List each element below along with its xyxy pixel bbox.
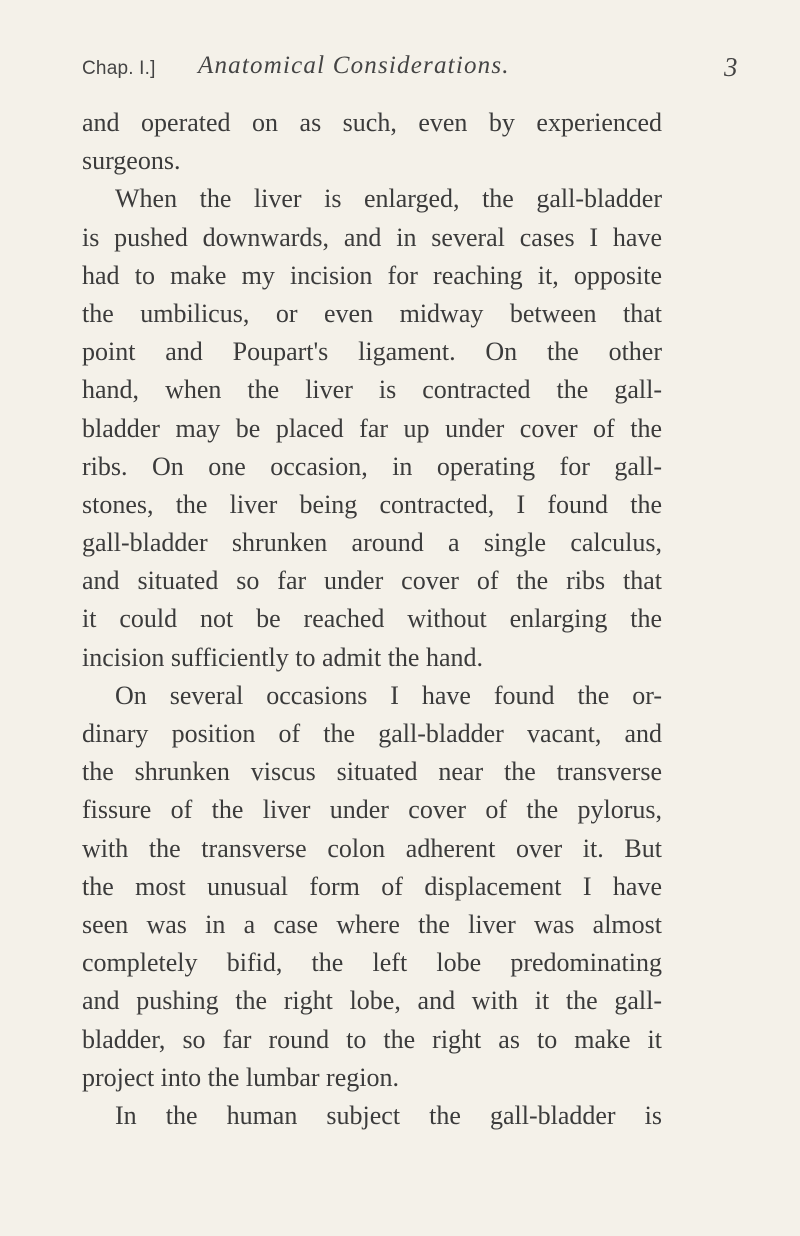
text-line: seen was in a case where the liver was almost xyxy=(82,909,662,939)
text-line: When the liver is enlarged, the gall-bladder xyxy=(115,184,662,214)
text-line: and operated on as such, even by experienced xyxy=(82,108,662,137)
text-line: the most unusual form of displacement I have xyxy=(82,871,662,901)
text-line: point and Poupart's ligament. On the other xyxy=(82,337,662,367)
text-line: the umbilicus, or even midway between that xyxy=(82,298,662,328)
running-title: Anatomical Considerations. xyxy=(198,52,510,79)
text-line: hand, when the liver is contracted the gall- xyxy=(82,375,662,405)
text-line: bladder, so far round to the right as to make it xyxy=(82,1024,662,1054)
text-line: the shrunken viscus situated near the transverse xyxy=(82,757,662,787)
text-line: and pushing the right lobe, and with it the gall- xyxy=(82,986,662,1016)
text-line: gall-bladder shrunken around a single calculus, xyxy=(82,528,662,558)
running-head xyxy=(82,52,738,92)
text-line: fissure of the liver under cover of the pylorus, xyxy=(82,795,662,825)
text-line: On several occasions I have found the or- xyxy=(115,680,662,710)
body-text xyxy=(82,104,662,1135)
text-line: with the transverse colon adherent over it. But xyxy=(82,833,662,863)
text-line: completely bifid, the left lobe predominating xyxy=(82,948,662,978)
text-line: bladder may be placed far up under cover of the xyxy=(82,413,662,443)
text-line: and situated so far under cover of the ribs that xyxy=(82,566,662,596)
text-line: stones, the liver being contracted, I found the xyxy=(82,489,662,519)
text-line: incision sufficiently to admit the hand. xyxy=(82,642,484,672)
text-line: ribs. On one occasion, in operating for gall- xyxy=(82,451,662,481)
text-line: project into the lumbar region. xyxy=(82,1062,399,1092)
text-line: surgeons. xyxy=(82,146,181,176)
chapter-label: Chap. I.] xyxy=(82,58,156,79)
text-line: had to make my incision for reaching it, opposite xyxy=(82,260,662,290)
text-line: In the human subject the gall-bladder is xyxy=(115,1100,662,1130)
page-number: 3 xyxy=(724,52,738,82)
text-line: dinary position of the gall-bladder vacant, and xyxy=(82,719,662,748)
text-line: is pushed downwards, and in several cases I have xyxy=(82,222,662,252)
text-line: it could not be reached without enlarging the xyxy=(82,604,662,634)
